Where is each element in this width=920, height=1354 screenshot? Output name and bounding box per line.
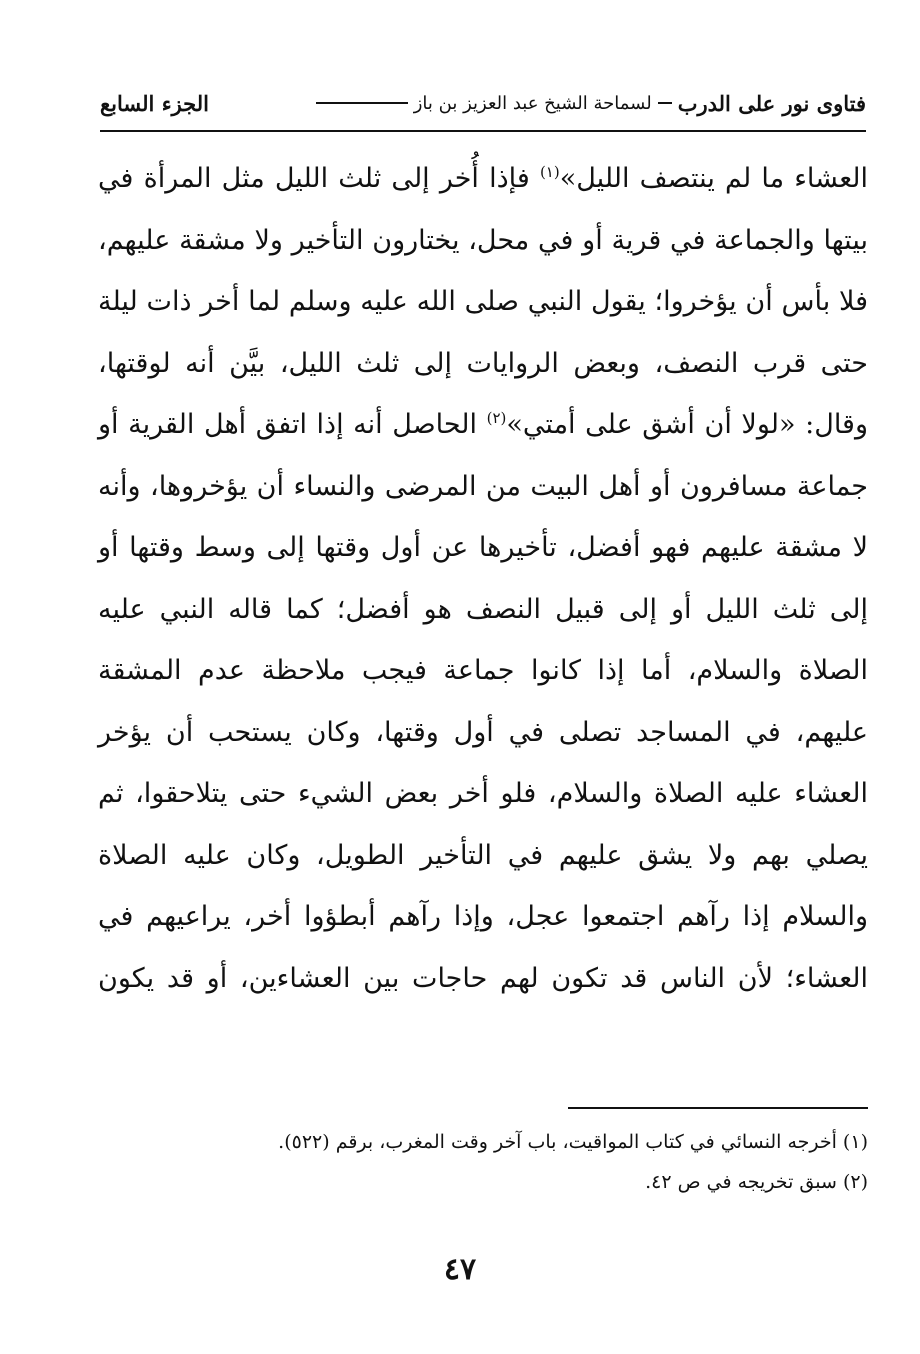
text-line: يصلي بهم ولا يشق عليهم في التأخير الطويل، وكان عليه الصلاة [98,839,868,871]
text-line: والسلام إذا رآهم اجتمعوا عجل، وإذا رآهم أبطؤوا أخر، يراعيهم في [98,901,868,932]
header-dash-short [658,102,672,104]
footnote-2: (٢) سبق تخريجه في ص ٤٢. [645,1171,868,1193]
running-header [100,78,866,128]
header-main [316,91,866,116]
text-line: وقال: «لولا أن أشق على أمتي»$^{(٢)}$ الحاصل أنه إذا اتفق أهل القرية أو [98,409,869,440]
text-line: جماعة مسافرون أو أهل البيت من المرضى والنساء أن يؤخروها، وأنه [98,470,868,502]
text-line: عليهم، في المساجد تصلى في أول وقتها، وكان يستحب أن يؤخر [98,716,868,748]
book-author: لسماحة الشيخ عبد العزيز بن باز [413,92,652,114]
book-title: فتاوى نور على الدرب [677,90,866,116]
header-dash-long [316,102,408,104]
footnote-ref[interactable]: (٢) [486,409,507,427]
text-line: العشاء ما لم ينتصف الليل»$^{(١)}$ فإذا أُخر إلى ثلث الليل مثل المرأة في [98,163,869,194]
text-line: حتى قرب النصف، وبعض الروايات إلى ثلث الليل، بيَّن أنه لوقتها، [98,347,868,379]
page-number: ٤٧ [443,1252,477,1287]
footnote-ref[interactable]: (١) [539,163,560,181]
text-line: الصلاة والسلام، أما إذا كانوا جماعة فيجب ملاحظة عدم المشقة [98,655,868,686]
text-line: فلا بأس أن يؤخروا؛ يقول النبي صلى الله عليه وسلم لما أخر ذات ليلة [98,286,868,317]
footnotes [98,1122,868,1202]
text-line: العشاء؛ لأن الناس قد تكون لهم حاجات بين العشاءين، أو قد يكون [98,962,868,994]
body-text [98,148,868,1009]
text-line: العشاء عليه الصلاة والسلام، فلو أخر بعض الشيء حتى يتلاحقوا، ثم [98,778,868,809]
text-line: إلى ثلث الليل أو إلى قبيل النصف هو أفضل؛ كما قاله النبي عليه [98,593,868,625]
footnote-separator [568,1107,868,1109]
text-line: بيتها والجماعة في قرية أو في محل، يختارون التأخير ولا مشقة عليهم، [98,224,868,256]
footnote-1: (١) أخرجه النسائي في كتاب المواقيت، باب آخر وقت المغرب، برقم (٥٢٢). [278,1131,868,1153]
volume-part: الجزء السابع [100,90,209,116]
text-line: لا مشقة عليهم فهو أفضل، تأخيرها عن أول وقتها إلى وسط وقتها أو [98,532,868,563]
header-rule [100,130,866,132]
